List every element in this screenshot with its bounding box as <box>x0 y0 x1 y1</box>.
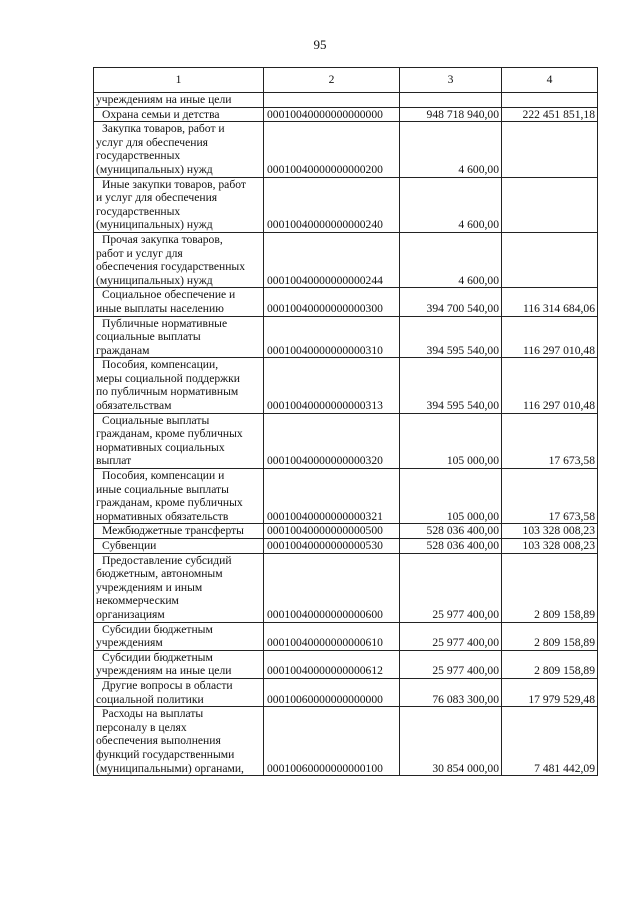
row-value-col4: 2 809 158,89 <box>502 553 598 622</box>
row-value-col4: 2 809 158,89 <box>502 622 598 650</box>
row-name-line: государственных <box>96 149 181 163</box>
row-value-col3: 25 977 400,00 <box>400 622 502 650</box>
row-name-line: некоммерческим <box>96 594 179 608</box>
row-value-col4: 116 297 010,48 <box>502 316 598 358</box>
table-row <box>94 539 598 554</box>
row-name-line: нормативных обязательств <box>96 509 229 523</box>
row-code-cell: 00010040000000000240 <box>264 177 400 232</box>
row-name-line: Расходы на выплаты <box>102 707 204 721</box>
row-name-cell <box>94 650 264 678</box>
row-name-cell <box>94 413 264 468</box>
row-code-cell <box>264 93 400 108</box>
table-row <box>94 678 598 706</box>
row-name-line: Иные закупки товаров, работ <box>102 177 246 191</box>
row-name-line: учреждениям <box>96 636 163 650</box>
row-name-cell <box>94 232 264 287</box>
column-header-3: 3 <box>400 68 502 93</box>
table-row <box>94 288 598 316</box>
budget-table <box>93 67 598 776</box>
row-code-cell: 00010040000000000530 <box>264 539 400 554</box>
row-name-line: Субсидии бюджетным <box>102 622 213 636</box>
row-value-col4: 103 328 008,23 <box>502 539 598 554</box>
table-row <box>94 93 598 108</box>
row-name-cell <box>94 122 264 177</box>
row-name-line: услуг для обеспечения <box>96 135 208 149</box>
row-code-cell: 00010040000000000200 <box>264 122 400 177</box>
row-name-line: гражданам, кроме публичных <box>96 427 243 441</box>
row-name-line: социальной политики <box>96 692 204 706</box>
row-value-col3: 394 595 540,00 <box>400 316 502 358</box>
row-code-cell: 00010040000000000500 <box>264 524 400 539</box>
row-value-col4: 7 481 442,09 <box>502 707 598 776</box>
row-code-cell: 00010040000000000000 <box>264 107 400 122</box>
row-value-col3: 4 600,00 <box>400 122 502 177</box>
row-name-line: иные социальные выплаты <box>96 482 229 496</box>
row-name-line: учреждениям на иные цели <box>96 93 232 106</box>
row-name-cell <box>94 358 264 413</box>
row-name-line: учреждениям на иные цели <box>96 664 232 678</box>
row-value-col4: 17 673,58 <box>502 413 598 468</box>
row-name-cell <box>94 678 264 706</box>
table-row <box>94 107 598 122</box>
row-value-col4: 2 809 158,89 <box>502 650 598 678</box>
row-name-cell <box>94 93 264 108</box>
row-name-line: обязательствам <box>96 399 172 413</box>
row-value-col4: 17 979 529,48 <box>502 678 598 706</box>
row-name-line: Закупка товаров, работ и <box>102 122 225 136</box>
row-value-col4 <box>502 232 598 287</box>
row-name-line: социальные выплаты <box>96 330 201 344</box>
row-name-line: выплат <box>96 454 132 468</box>
row-name-cell <box>94 622 264 650</box>
row-name-line: Межбюджетные трансферты <box>102 524 244 538</box>
row-name-line: Социальное обеспечение и <box>102 288 236 302</box>
row-code-cell: 00010040000000000300 <box>264 288 400 316</box>
row-value-col3: 105 000,00 <box>400 469 502 524</box>
row-name-cell <box>94 316 264 358</box>
table-row <box>94 553 598 622</box>
row-name-line: Социальные выплаты <box>102 413 210 427</box>
row-name-line: государственных <box>96 204 181 218</box>
row-code-cell: 00010040000000000610 <box>264 622 400 650</box>
table-header-row <box>94 68 598 93</box>
table-row <box>94 650 598 678</box>
row-value-col4: 222 451 851,18 <box>502 107 598 122</box>
column-header-1: 1 <box>94 68 264 93</box>
row-code-cell: 00010040000000000313 <box>264 358 400 413</box>
row-value-col3: 528 036 400,00 <box>400 539 502 554</box>
row-value-col3: 25 977 400,00 <box>400 650 502 678</box>
row-name-line: бюджетным, автономным <box>96 567 223 581</box>
row-value-col4 <box>502 177 598 232</box>
row-name-cell <box>94 553 264 622</box>
row-value-col4: 116 297 010,48 <box>502 358 598 413</box>
row-name-line: по публичным нормативным <box>96 385 239 399</box>
row-code-cell: 00010040000000000600 <box>264 553 400 622</box>
row-name-line: (муниципальных) нужд <box>96 218 213 232</box>
row-name-cell <box>94 469 264 524</box>
row-name-line: Другие вопросы в области <box>102 678 233 692</box>
row-name-cell <box>94 707 264 776</box>
row-name-line: (муниципальных) нужд <box>96 162 213 176</box>
table-row <box>94 469 598 524</box>
row-name-cell <box>94 177 264 232</box>
row-code-cell: 00010040000000000321 <box>264 469 400 524</box>
table-row <box>94 413 598 468</box>
table-row <box>94 316 598 358</box>
row-name-line: (муниципальными) органами, <box>96 761 244 775</box>
row-value-col3: 948 718 940,00 <box>400 107 502 122</box>
row-code-cell: 00010040000000000320 <box>264 413 400 468</box>
row-name-line: (муниципальных) нужд <box>96 273 213 287</box>
row-name-cell <box>94 107 264 122</box>
row-value-col3 <box>400 93 502 108</box>
row-value-col3: 25 977 400,00 <box>400 553 502 622</box>
row-code-cell: 00010040000000000310 <box>264 316 400 358</box>
row-name-line: гражданам, кроме публичных <box>96 496 243 510</box>
row-value-col3: 76 083 300,00 <box>400 678 502 706</box>
row-value-col3: 105 000,00 <box>400 413 502 468</box>
column-header-4: 4 <box>502 68 598 93</box>
row-name-line: нормативных социальных <box>96 440 225 454</box>
row-name-line: функций государственными <box>96 747 235 761</box>
row-name-line: гражданам <box>96 343 150 357</box>
row-code-cell: 00010040000000000244 <box>264 232 400 287</box>
row-value-col4: 116 314 684,06 <box>502 288 598 316</box>
row-name-line: Пособия, компенсации, <box>102 358 219 372</box>
row-name-line: иные выплаты населению <box>96 301 224 315</box>
row-value-col4: 103 328 008,23 <box>502 524 598 539</box>
row-name-line: Пособия, компенсации и <box>102 469 225 483</box>
row-code-cell: 00010060000000000000 <box>264 678 400 706</box>
row-name-line: учреждениям и иным <box>96 580 203 594</box>
row-name-line: обеспечения выполнения <box>96 734 221 748</box>
row-value-col3: 394 700 540,00 <box>400 288 502 316</box>
row-name-line: Предоставление субсидий <box>102 553 232 567</box>
table-row <box>94 358 598 413</box>
row-name-cell <box>94 524 264 539</box>
row-name-line: обеспечения государственных <box>96 260 246 274</box>
row-name-cell <box>94 539 264 554</box>
row-code-cell: 00010040000000000612 <box>264 650 400 678</box>
row-value-col3: 30 854 000,00 <box>400 707 502 776</box>
row-code-cell: 00010060000000000100 <box>264 707 400 776</box>
row-name-line: Субвенции <box>102 539 157 552</box>
column-header-2: 2 <box>264 68 400 93</box>
row-name-line: Прочая закупка товаров, <box>102 232 223 246</box>
row-value-col4: 17 673,58 <box>502 469 598 524</box>
row-name-cell <box>94 288 264 316</box>
row-name-line: персоналу в целях <box>96 720 187 734</box>
row-name-line: Субсидии бюджетным <box>102 650 213 664</box>
table-row <box>94 122 598 177</box>
row-name-line: организациям <box>96 607 165 621</box>
row-name-line: меры социальной поддержки <box>96 371 240 385</box>
row-value-col3: 394 595 540,00 <box>400 358 502 413</box>
row-value-col4 <box>502 122 598 177</box>
row-value-col3: 4 600,00 <box>400 177 502 232</box>
row-value-col3: 528 036 400,00 <box>400 524 502 539</box>
row-name-line: Охрана семьи и детства <box>102 107 220 121</box>
page-number: 95 <box>313 37 327 52</box>
row-value-col4 <box>502 93 598 108</box>
table-row <box>94 524 598 539</box>
row-name-line: Публичные нормативные <box>102 316 228 330</box>
row-name-line: работ и услуг для <box>96 246 183 260</box>
table-body <box>94 68 598 776</box>
table-row <box>94 177 598 232</box>
table-row <box>94 232 598 287</box>
row-name-line: и услуг для обеспечения <box>96 191 218 205</box>
table-row <box>94 707 598 776</box>
table-row <box>94 622 598 650</box>
row-value-col3: 4 600,00 <box>400 232 502 287</box>
